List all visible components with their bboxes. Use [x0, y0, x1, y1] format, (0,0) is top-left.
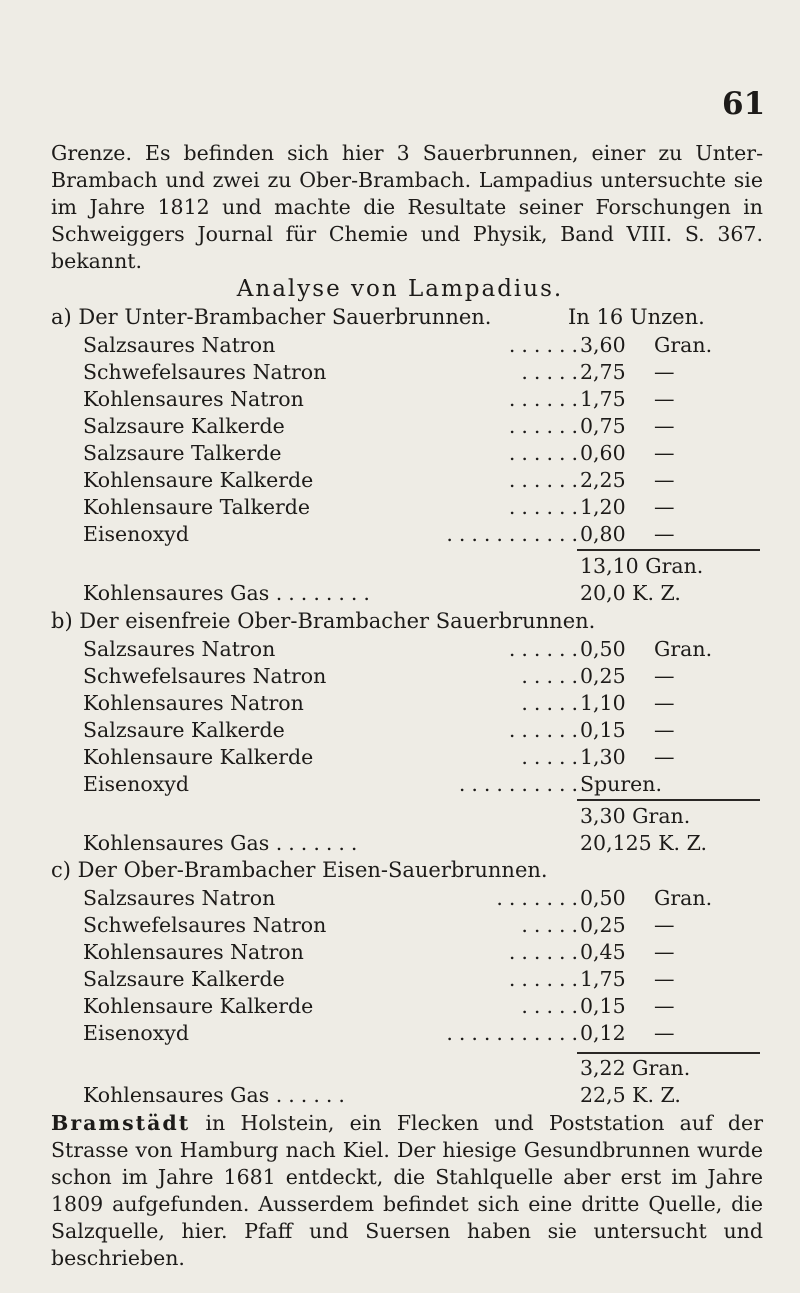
gas-row: Kohlensaures Gas ....... 20,125 K. Z.: [83, 831, 707, 855]
bramstaedt-paragraph: [51, 1110, 763, 1272]
row-value: 1,10: [580, 691, 626, 715]
leader-dots: ..........: [458, 772, 584, 796]
row-name: Salzsaure Kalkerde: [83, 967, 285, 991]
table-row: [0, 745, 800, 772]
row-name: Kohlensaure Kalkerde: [83, 994, 314, 1018]
row-name: Eisenoxyd: [83, 1021, 189, 1045]
leader-dots: ......: [508, 940, 584, 964]
table-row: [0, 940, 800, 967]
row-unit: —: [654, 664, 675, 688]
row-value: 0,25: [580, 913, 626, 937]
row-unit: Gran.: [654, 886, 713, 910]
row-value: 1,20: [580, 495, 626, 519]
row-value: 0,15: [580, 994, 626, 1018]
row-unit: —: [654, 940, 675, 964]
row-value: 1,75: [580, 967, 626, 991]
leader-dots: ......: [508, 637, 584, 661]
section-a-unit: In 16 Unzen.: [568, 305, 705, 329]
row-name: Salzsaures Natron: [83, 886, 276, 910]
table-row: [0, 522, 800, 549]
gas-value: 20,0 K. Z.: [580, 581, 681, 605]
table-row: [0, 637, 800, 664]
row-name: Schwefelsaures Natron: [83, 664, 327, 688]
table-row: [0, 664, 800, 691]
table-row: [0, 333, 800, 360]
row-unit: —: [654, 387, 675, 411]
row-unit: —: [654, 718, 675, 742]
table-row: [0, 691, 800, 718]
table-row: [0, 886, 800, 913]
row-value: 0,50: [580, 637, 626, 661]
table-row: [0, 387, 800, 414]
row-name: Eisenoxyd: [83, 772, 189, 796]
row-name: Schwefelsaures Natron: [83, 913, 327, 937]
row-unit: —: [654, 913, 675, 937]
row-name: Salzsaures Natron: [83, 333, 276, 357]
table-row: [0, 718, 800, 745]
table-row: [0, 913, 800, 940]
row-unit: —: [654, 441, 675, 465]
section-b-total: 3,30 Gran.: [580, 804, 691, 828]
row-name: Kohlensaure Kalkerde: [83, 745, 314, 769]
row-name: Kohlensaure Talkerde: [83, 495, 311, 519]
gas-label: Kohlensaures Gas: [83, 581, 270, 605]
leader-dots: ...........: [446, 1021, 584, 1045]
row-value: 0,60: [580, 441, 626, 465]
leader-dots: .....: [521, 913, 584, 937]
leader-dots: ...........: [446, 522, 584, 546]
analysis-heading: Analyse von Lampadius.: [236, 276, 564, 302]
row-name: Kohlensaures Natron: [83, 691, 304, 715]
section-b-title: b) Der eisenfreie Ober-Brambacher Sauerbrunnen.: [51, 609, 596, 633]
page-number: 61: [722, 86, 766, 122]
gas-row: Kohlensaures Gas ...... 22,5 K. Z.: [83, 1083, 681, 1107]
row-value: 0,25: [580, 664, 626, 688]
leader-dots: ......: [508, 387, 584, 411]
row-unit: —: [654, 522, 675, 546]
leader-dots: ......: [508, 967, 584, 991]
place-name: Bramstädt: [51, 1111, 191, 1135]
leader-dots: .......: [496, 886, 584, 910]
section-a-title: a) Der Unter-Brambacher Sauerbrunnen.: [51, 305, 492, 329]
row-name: Eisenoxyd: [83, 522, 189, 546]
leader-dots: .....: [521, 745, 584, 769]
row-unit: —: [654, 745, 675, 769]
section-a-total: 13,10 Gran.: [580, 554, 704, 578]
table-row: [0, 1021, 800, 1048]
row-name: Salzsaures Natron: [83, 637, 276, 661]
row-value: Spuren.: [580, 772, 663, 796]
leader-dots: .....: [521, 994, 584, 1018]
table-row: [0, 441, 800, 468]
row-value: 3,60: [580, 333, 626, 357]
row-name: Kohlensaure Kalkerde: [83, 468, 314, 492]
table-row: [0, 360, 800, 387]
sum-rule: [577, 549, 760, 551]
row-unit: —: [654, 967, 675, 991]
sum-rule: [577, 1052, 760, 1054]
row-name: Salzsaure Kalkerde: [83, 718, 285, 742]
leader-dots: ......: [508, 333, 584, 357]
leader-dots: ......: [508, 441, 584, 465]
row-value: 0,15: [580, 718, 626, 742]
outro-text: in Holstein, ein Flecken und Poststation auf der Strasse von Hamburg nach Kiel. Der hiesige Gesundbrunnen wurde schon im Jahre 1681 entdeckt, die Stahlquelle aber erst im Jahre 1809 aufgefunden. Ausserdem befindet sich eine dritte Quelle, die Salzquelle, hier. Pfaff und Suersen haben sie untersucht und beschrieben.: [51, 1111, 763, 1270]
row-unit: —: [654, 994, 675, 1018]
row-value: 0,45: [580, 940, 626, 964]
section-c-title: c) Der Ober-Brambacher Eisen-Sauerbrunnen.: [51, 858, 548, 882]
row-value: 0,12: [580, 1021, 626, 1045]
leader-dots: ......: [508, 468, 584, 492]
leader-dots: ......: [508, 495, 584, 519]
table-row: [0, 967, 800, 994]
sum-rule: [577, 799, 760, 801]
row-unit: —: [654, 1021, 675, 1045]
leader-dots: .....: [521, 360, 584, 384]
section-c-total: 3,22 Gran.: [580, 1056, 691, 1080]
row-unit: —: [654, 360, 675, 384]
gas-value: 20,125 K. Z.: [580, 831, 707, 855]
row-unit: —: [654, 414, 675, 438]
intro-text: Grenze. Es befinden sich hier 3 Sauerbrunnen, einer zu Unter-Brambach und zwei zu Ober-Brambach. Lampadius untersuchte sie im Jahre 1812 und machte die Resultate seiner Forschungen in Schweiggers Journal für Chemie und Physik, Band VIII. S. 367. bekannt.: [51, 141, 763, 273]
table-row: [0, 772, 800, 799]
intro-paragraph: [51, 140, 763, 275]
row-unit: —: [654, 691, 675, 715]
row-unit: —: [654, 468, 675, 492]
gas-label: Kohlensaures Gas: [83, 1083, 270, 1107]
row-value: 0,50: [580, 886, 626, 910]
row-unit: —: [654, 495, 675, 519]
row-unit: Gran.: [654, 637, 713, 661]
row-name: Kohlensaures Natron: [83, 387, 304, 411]
row-value: 0,75: [580, 414, 626, 438]
row-value: 0,80: [580, 522, 626, 546]
table-row: [0, 414, 800, 441]
bramstaedt-text: [51, 1110, 763, 1272]
leader-dots: .....: [521, 691, 584, 715]
row-name: Schwefelsaures Natron: [83, 360, 327, 384]
row-value: 2,25: [580, 468, 626, 492]
gas-value: 22,5 K. Z.: [580, 1083, 681, 1107]
row-name: Kohlensaures Natron: [83, 940, 304, 964]
leader-dots: ......: [508, 414, 584, 438]
table-row: [0, 994, 800, 1021]
row-value: 1,75: [580, 387, 626, 411]
table-row: [0, 495, 800, 522]
row-name: Salzsaure Talkerde: [83, 441, 282, 465]
row-value: 2,75: [580, 360, 626, 384]
row-name: Salzsaure Kalkerde: [83, 414, 285, 438]
row-value: 1,30: [580, 745, 626, 769]
gas-row: Kohlensaures Gas ........ 20,0 K. Z.: [83, 581, 681, 605]
gas-label: Kohlensaures Gas: [83, 831, 270, 855]
leader-dots: .....: [521, 664, 584, 688]
leader-dots: ......: [508, 718, 584, 742]
row-unit: Gran.: [654, 333, 713, 357]
table-row: [0, 468, 800, 495]
